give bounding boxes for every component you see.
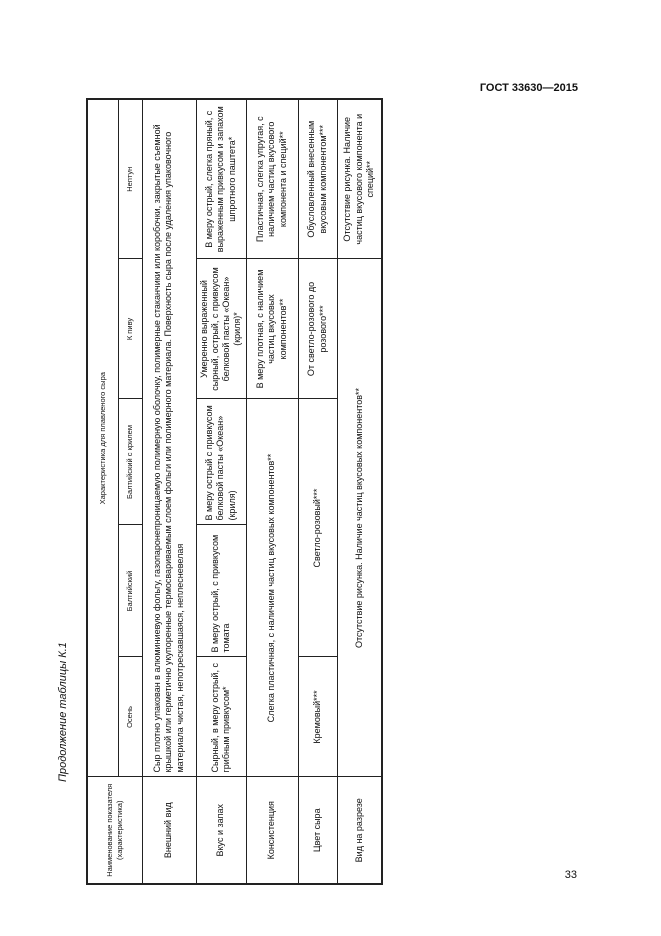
table-row [337, 99, 382, 884]
row-label-taste: Вкус и запах [196, 777, 246, 884]
cell-taste-neptun: В меру острый, слегка пряный, с выраженным привкусом и запахом шпротного паштета* [196, 99, 246, 259]
row-label-color: Цвет сыра [298, 777, 337, 884]
cell-cut-neptun: Отсутствие рисунка. Наличие частиц вкусового компонента и специй** [337, 99, 382, 259]
standard-code: ГОСТ 33630—2015 [479, 82, 578, 94]
col-header-baltiyskiy-krill: Балтийский с крилем [118, 399, 142, 525]
rotated-table-container [86, 100, 376, 885]
row-label-appearance: Внешний вид [142, 777, 196, 884]
page-number: 33 [564, 869, 577, 881]
table-row [142, 99, 196, 884]
row-label-cut: Вид на разрезе [337, 777, 382, 884]
cell-color-osen: Кремовый*** [298, 657, 337, 777]
col-header-indicator: Наименование показателя (характеристика) [87, 777, 142, 884]
cheese-characteristics-table [86, 98, 383, 885]
col-header-osen: Осень [118, 657, 142, 777]
col-header-neptun: Нептун [118, 99, 142, 259]
cell-taste-k-pivu: Умеренно выраженный сырный, острый, с привкусом белковой пасты «Океан» (криля)* [196, 259, 246, 399]
cell-appearance: Сыр плотно упакован в алюминиевую фольгу, газопаронепроницаемую полимерную оболочку, полимерные стаканчики или коробочки, закрытые съемной крышкой или герметично укупоренные термосвариваемым слоем фольги или полимерного материала. Поверхность сыра после удаления упаковочного материала чистая, непотрескавшаяся, неплесневелая [142, 99, 196, 777]
row-label-consistency: Консистенция [246, 777, 298, 884]
cell-cut-merged: Отсутствие рисунка. Наличие частиц вкусовых компонентов** [337, 259, 382, 777]
cell-color-baltiyskiy-merged: Светло-розовый*** [298, 399, 337, 657]
table-row [196, 99, 246, 884]
cell-color-neptun: Обусловленный внесенным вкусовым компонентом*** [298, 99, 337, 259]
col-header-baltiyskiy: Балтийский [118, 525, 142, 657]
cell-consistency-k-pivu: В меру плотная, с наличием частиц вкусовых компонентов** [246, 259, 298, 399]
cell-taste-baltiyskiy: В меру острый, с привкусом томата [196, 525, 246, 657]
cell-consistency-merged: Слегка пластичная, с наличием частиц вкусовых компонентов** [246, 399, 298, 777]
col-header-k-pivu: К пиву [118, 259, 142, 399]
cell-color-k-pivu: От светло-розового до розового*** [298, 259, 337, 399]
table-row [298, 99, 337, 884]
cell-consistency-neptun: Пластичная, слегка упругая, с наличием частиц вкусового компонента и специй** [246, 99, 298, 259]
table-row [246, 99, 298, 884]
table-continuation-caption: Продолжение таблицы К.1 [57, 642, 69, 782]
cell-taste-baltiyskiy-krill: В меру острый с привкусом белковой пасты «Океан» (криля) [196, 399, 246, 525]
col-header-group: Характеристика для плавленого сыра [87, 99, 118, 777]
cell-taste-osen: Сырный, в меру острый, с грибным привкусом* [196, 657, 246, 777]
